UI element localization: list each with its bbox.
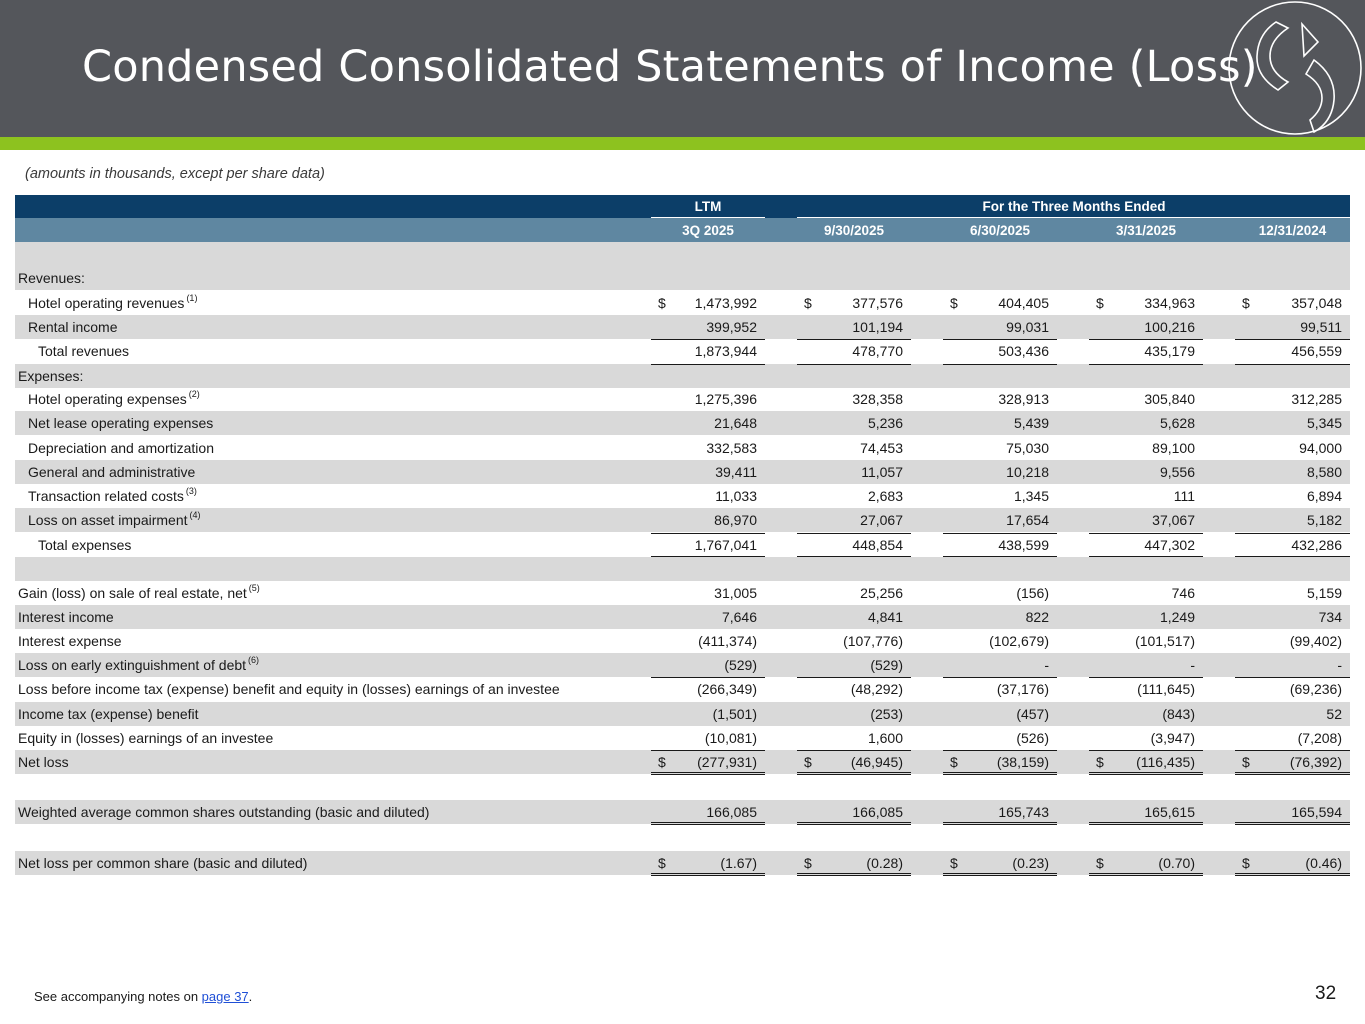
cell-value: (38,159): [996, 754, 1049, 770]
table-row: [15, 242, 1350, 266]
table-row: [15, 533, 1350, 557]
row-label: [18, 754, 69, 770]
cell-value: 328,913: [998, 391, 1049, 407]
cell-value: 2,683: [867, 488, 903, 504]
row-label-text: General and administrative: [28, 464, 196, 480]
row-label: [18, 681, 560, 697]
table-row: [15, 605, 1350, 629]
top-rule: [943, 750, 1057, 751]
table-row: [15, 291, 1350, 315]
cell-value: 5,439: [1013, 415, 1049, 431]
table-group-header: [15, 195, 1350, 218]
currency-symbol: $: [804, 295, 812, 311]
top-rule: [943, 339, 1057, 340]
top-rule: [943, 364, 1057, 365]
cell-value: 447,302: [1144, 537, 1195, 553]
footnote-marker: (1): [186, 293, 198, 303]
ltm-header: LTM: [694, 199, 722, 214]
amounts-note: (amounts in thousands, except per share data): [25, 166, 325, 182]
row-label: [18, 730, 273, 746]
currency-symbol: $: [658, 855, 666, 871]
cell-value: 438,599: [998, 537, 1049, 553]
row-label: [18, 855, 307, 871]
cell-value: (99,402): [1289, 633, 1342, 649]
row-label-text: Loss before income tax (expense) benefit and equity in (losses) earnings of an investee: [18, 681, 560, 697]
top-rule: [1089, 364, 1203, 365]
cell-value: 328,358: [852, 391, 903, 407]
row-label-text: Revenues:: [18, 270, 85, 286]
currency-symbol: $: [950, 295, 958, 311]
cell-value: (0.28): [866, 855, 903, 871]
table-row: [15, 581, 1350, 605]
row-label: [18, 585, 260, 601]
row-label-text: Rental income: [28, 319, 118, 335]
row-label: [28, 512, 201, 528]
cell-value: (101,517): [1135, 633, 1195, 649]
cell-value: (111,645): [1137, 681, 1195, 697]
cell-value: (266,349): [697, 681, 757, 697]
cell-value: 305,840: [1144, 391, 1195, 407]
cell-value: (46,945): [850, 754, 903, 770]
table-row: [15, 460, 1350, 484]
column-header: 3Q 2025: [682, 223, 734, 238]
table-row: [15, 851, 1350, 875]
row-label-text: Weighted average common shares outstanding (basic and diluted): [18, 804, 430, 820]
cell-value: 1,473,992: [694, 295, 757, 311]
cell-value: (69,236): [1289, 681, 1342, 697]
column-header: 3/31/2025: [1115, 223, 1177, 238]
table-row: [15, 387, 1350, 411]
cell-value: 478,770: [852, 343, 903, 359]
cell-value: 332,583: [706, 440, 757, 456]
cell-value: (76,392): [1289, 754, 1342, 770]
cell-value: 377,576: [852, 295, 903, 311]
cell-value: 432,286: [1291, 537, 1342, 553]
cell-value: 448,854: [852, 537, 903, 553]
cell-value: 101,194: [852, 319, 903, 335]
cell-value: (0.23): [1012, 855, 1049, 871]
table-row: [15, 800, 1350, 824]
cell-value: 312,285: [1291, 391, 1342, 407]
cell-value: (253): [870, 706, 903, 722]
cell-value: 10,218: [1006, 464, 1049, 480]
row-label: [28, 488, 197, 504]
row-label-text: Total revenues: [38, 343, 130, 359]
cell-value: 52: [1326, 706, 1342, 722]
header-bar: [0, 0, 1365, 137]
top-rule: [1235, 339, 1350, 340]
row-label: [18, 657, 259, 673]
table-column-header: [15, 218, 1350, 242]
cell-value: 1,767,041: [694, 537, 757, 553]
row-label: [18, 804, 429, 820]
row-label-text: Net loss per common share (basic and diluted): [18, 855, 308, 871]
row-label-text: Net lease operating expenses: [28, 415, 214, 431]
row-label: [18, 368, 83, 384]
table-row: [15, 266, 1350, 290]
cell-value: 165,594: [1291, 804, 1342, 820]
top-rule: [1089, 677, 1203, 678]
cell-value: (156): [1016, 585, 1049, 601]
cell-value: 99,031: [1006, 319, 1049, 335]
cell-value: 334,963: [1144, 295, 1195, 311]
top-rule: [1089, 533, 1203, 534]
table-row: [15, 702, 1350, 726]
currency-symbol: $: [950, 754, 958, 770]
currency-symbol: $: [950, 855, 958, 871]
cell-value: 8,580: [1306, 464, 1342, 480]
cell-value: (529): [724, 657, 757, 673]
top-rule: [651, 750, 765, 751]
cell-value: (529): [870, 657, 903, 673]
cell-value: 25,256: [860, 585, 903, 601]
footer-prefix: See accompanying notes on: [34, 989, 202, 1004]
cell-value: (3,947): [1150, 730, 1195, 746]
double-bottom-rule: [797, 873, 911, 876]
row-label-text: Net loss: [18, 754, 69, 770]
cell-value: (116,435): [1136, 754, 1195, 770]
table-row: [15, 315, 1350, 339]
row-label: [18, 609, 114, 625]
table-row: [15, 825, 1350, 849]
cell-value: 37,067: [1152, 512, 1195, 528]
top-rule: [1235, 364, 1350, 365]
cell-value: 99,511: [1300, 319, 1342, 335]
cell-value: 822: [1025, 609, 1049, 625]
cell-value: 5,628: [1159, 415, 1195, 431]
row-label: [18, 706, 199, 722]
top-rule: [1089, 750, 1203, 751]
top-rule: [797, 750, 911, 751]
table-row: [15, 339, 1350, 363]
top-rule: [797, 677, 911, 678]
cell-value: 165,615: [1144, 804, 1195, 820]
cell-value: (843): [1162, 706, 1195, 722]
row-label: [38, 343, 129, 359]
currency-symbol: $: [1242, 855, 1250, 871]
cell-value: 21,648: [714, 415, 757, 431]
currency-symbol: $: [1242, 754, 1250, 770]
cell-value: 75,030: [1006, 440, 1049, 456]
cell-value: 6,894: [1306, 488, 1342, 504]
row-label-text: Gain (loss) on sale of real estate, net: [18, 585, 247, 601]
cell-value: 404,405: [998, 295, 1049, 311]
cell-value: (7,208): [1297, 730, 1342, 746]
cell-value: 399,952: [706, 319, 757, 335]
cell-value: (10,081): [704, 730, 757, 746]
row-label-text: Transaction related costs: [28, 488, 184, 504]
cell-value: (277,931): [697, 754, 757, 770]
cell-value: 111: [1173, 488, 1195, 504]
cell-value: 9,556: [1159, 464, 1195, 480]
page-title: Condensed Consolidated Statements of Income (Loss): [82, 42, 1258, 92]
top-rule: [797, 339, 911, 340]
table-row: [15, 653, 1350, 677]
cell-value: 5,182: [1306, 512, 1342, 528]
footnote-marker: (5): [248, 583, 260, 593]
row-label-text: Total expenses: [38, 537, 132, 553]
cell-value: 74,453: [860, 440, 903, 456]
cell-value: 1,600: [867, 730, 903, 746]
top-rule: [1089, 339, 1203, 340]
cell-value: 746: [1171, 585, 1195, 601]
page-number: 32: [1315, 983, 1337, 1004]
page-37-link[interactable]: page 37: [201, 989, 249, 1004]
footer-suffix: .: [248, 989, 253, 1004]
company-logo-icon: [1226, 0, 1364, 137]
currency-symbol: $: [658, 295, 666, 311]
column-header: 9/30/2025: [823, 223, 885, 238]
cell-value: 17,654: [1006, 512, 1049, 528]
cell-value: 357,048: [1291, 295, 1342, 311]
cell-value: (1.67): [720, 855, 757, 871]
cell-value: (526): [1016, 730, 1049, 746]
accent-stripe: [0, 137, 1365, 150]
row-label: [38, 537, 131, 553]
cell-value: 166,085: [852, 804, 903, 820]
cell-value: -: [1190, 657, 1195, 673]
cell-value: 4,841: [867, 609, 903, 625]
table-row: [15, 508, 1350, 532]
top-rule: [797, 533, 911, 534]
top-rule: [651, 339, 765, 340]
row-label: [28, 295, 197, 311]
row-label: [18, 633, 122, 649]
cell-value: -: [1044, 657, 1049, 673]
row-label-text: Equity in (losses) earnings of an investee: [18, 730, 274, 746]
row-label-text: Loss on early extinguishment of debt: [18, 657, 247, 673]
row-label: [28, 415, 213, 431]
cell-value: 27,067: [860, 512, 903, 528]
table-row: [15, 775, 1350, 799]
cell-value: 165,743: [998, 804, 1049, 820]
table-row: [15, 750, 1350, 774]
row-label-text: Income tax (expense) benefit: [18, 706, 199, 722]
currency-symbol: $: [804, 855, 812, 871]
table-row: [15, 411, 1350, 435]
row-label-text: Depreciation and amortization: [28, 440, 214, 456]
row-label: [28, 440, 214, 456]
top-rule: [651, 364, 765, 365]
top-rule: [1235, 677, 1350, 678]
cell-value: 39,411: [715, 464, 757, 480]
table-row: [15, 436, 1350, 460]
cell-value: (37,176): [996, 681, 1049, 697]
table-row: [15, 726, 1350, 750]
cell-value: 31,005: [714, 585, 757, 601]
double-bottom-rule: [651, 873, 765, 876]
column-header: 6/30/2025: [969, 223, 1031, 238]
currency-symbol: $: [1242, 295, 1250, 311]
cell-value: 11,057: [861, 464, 903, 480]
top-rule: [797, 364, 911, 365]
row-label: [28, 319, 118, 335]
cell-value: 435,179: [1144, 343, 1195, 359]
cell-value: 11,033: [715, 488, 757, 504]
cell-value: 100,216: [1144, 319, 1195, 335]
row-label-text: Hotel operating revenues: [28, 295, 185, 311]
cell-value: (48,292): [850, 681, 903, 697]
footnote-marker: (3): [185, 486, 197, 496]
currency-symbol: $: [1096, 295, 1104, 311]
footnote-marker: (6): [248, 655, 260, 665]
cell-value: 1,249: [1159, 609, 1195, 625]
cell-value: 94,000: [1299, 440, 1342, 456]
cell-value: (1,501): [712, 706, 757, 722]
cell-value: (102,679): [989, 633, 1049, 649]
cell-value: 86,970: [714, 512, 757, 528]
cell-value: 1,345: [1013, 488, 1049, 504]
table-row: [15, 557, 1350, 581]
top-rule: [943, 533, 1057, 534]
top-rule: [1235, 750, 1350, 751]
table-row: [15, 677, 1350, 701]
cell-value: 166,085: [706, 804, 757, 820]
top-rule: [943, 677, 1057, 678]
cell-value: 89,100: [1152, 440, 1195, 456]
cell-value: 734: [1318, 609, 1342, 625]
row-label-text: Expenses:: [18, 368, 84, 384]
currency-symbol: $: [658, 754, 666, 770]
cell-value: (0.70): [1158, 855, 1195, 871]
top-rule: [651, 677, 765, 678]
cell-value: (107,776): [843, 633, 903, 649]
cell-value: 7,646: [721, 609, 757, 625]
currency-symbol: $: [1096, 855, 1104, 871]
top-rule: [651, 533, 765, 534]
cell-value: 5,159: [1306, 585, 1342, 601]
row-label-text: Loss on asset impairment: [28, 512, 188, 528]
table-row: [15, 484, 1350, 508]
cell-value: 1,275,396: [694, 391, 757, 407]
double-bottom-rule: [1089, 873, 1203, 876]
footnote-marker: (2): [188, 389, 200, 399]
table-row: [15, 364, 1350, 388]
footer-note: [34, 989, 252, 1004]
currency-symbol: $: [804, 754, 812, 770]
cell-value: (457): [1016, 706, 1049, 722]
double-bottom-rule: [1235, 873, 1350, 876]
row-label: [18, 270, 85, 286]
cell-value: 503,436: [998, 343, 1049, 359]
table-row: [15, 629, 1350, 653]
footnote-marker: (4): [189, 510, 201, 520]
column-header: 12/31/2024: [1258, 223, 1327, 238]
cell-value: 5,236: [867, 415, 903, 431]
cell-value: -: [1337, 657, 1342, 673]
row-label: [28, 464, 195, 480]
cell-value: (0.46): [1305, 855, 1342, 871]
row-label-text: Interest income: [18, 609, 114, 625]
cell-value: (411,374): [698, 633, 757, 649]
row-label-text: Hotel operating expenses: [28, 391, 187, 407]
cell-value: 5,345: [1306, 415, 1342, 431]
cell-value: 456,559: [1291, 343, 1342, 359]
top-rule: [1235, 533, 1350, 534]
double-bottom-rule: [943, 873, 1057, 876]
currency-symbol: $: [1096, 754, 1104, 770]
cell-value: 1,873,944: [694, 343, 757, 359]
row-label: [28, 391, 200, 407]
three-months-header: For the Three Months Ended: [982, 199, 1166, 214]
row-label-text: Interest expense: [18, 633, 122, 649]
